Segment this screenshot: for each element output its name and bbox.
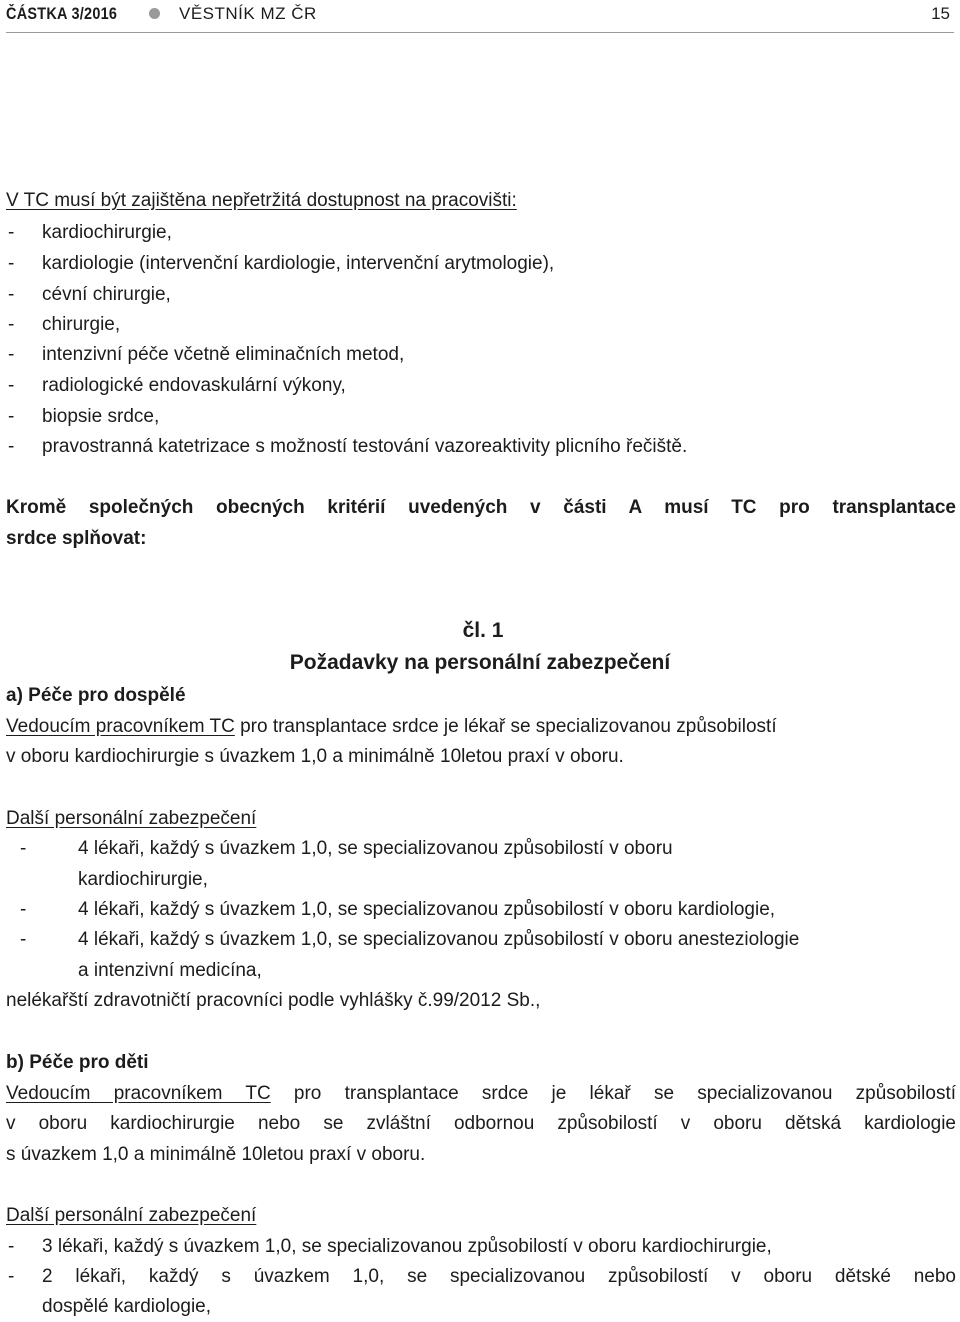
- list-item: 3 lékaři, každý s úvazkem 1,0, se specializovanou způsobilostí v oboru kardiochirurgie,: [42, 1236, 772, 1257]
- intro-heading: V TC musí být zajištěna nepřetržitá dostupnost na pracovišti:: [6, 190, 517, 211]
- list-dash: -: [8, 314, 15, 335]
- list-dash: -: [8, 284, 15, 305]
- list-item: radiologické endovaskulární výkony,: [42, 375, 346, 396]
- list-item-continuation: dospělé kardiologie,: [42, 1296, 212, 1317]
- section-b-head-line-2: v oboru kardiochirurgie nebo se zvláštní odbornou způsobilostí v oboru dětská kardiologie: [6, 1113, 956, 1134]
- list-dash: -: [8, 253, 15, 274]
- section-a-staff-heading: Další personální zabezpečení: [6, 808, 257, 829]
- section-b-head-line-3: s úvazkem 1,0 a minimálně 10letou praxí v oboru.: [6, 1144, 426, 1165]
- list-dash: -: [20, 929, 27, 950]
- list-item: 4 lékaři, každý s úvazkem 1,0, se specializovanou způsobilostí v oboru anesteziologie: [78, 929, 800, 950]
- section-a-head-line-2: v oboru kardiochirurgie s úvazkem 1,0 a minimálně 10letou praxí v oboru.: [6, 746, 624, 767]
- criteria-line-1: Kromě společných obecných kritérií uvedených v části A musí TC pro transplantace: [6, 497, 956, 518]
- list-dash: -: [8, 222, 15, 243]
- head-label: Vedoucím pracovníkem TC: [6, 716, 235, 737]
- list-dash: -: [20, 899, 27, 920]
- criteria-line-2: srdce splňovat:: [6, 528, 147, 549]
- section-b-heading: b) Péče pro děti: [6, 1052, 149, 1073]
- list-dash: -: [20, 838, 27, 859]
- head-text: pro transplantace srdce je lékař se specializovanou způsobilostí: [270, 1083, 956, 1104]
- head-label: Vedoucím pracovníkem TC: [6, 1083, 271, 1104]
- list-item-continuation: a intenzivní medicína,: [78, 960, 262, 981]
- bullet-dot-icon: [149, 8, 160, 19]
- list-dash: -: [8, 344, 15, 365]
- list-dash: -: [8, 406, 15, 427]
- list-item: 4 lékaři, každý s úvazkem 1,0, se specializovanou způsobilostí v oboru kardiologie,: [78, 899, 776, 920]
- section-b-head-line-1: [6, 1083, 956, 1105]
- list-item: kardiochirurgie,: [42, 222, 172, 243]
- list-item: 4 lékaři, každý s úvazkem 1,0, se specializovanou způsobilostí v oboru: [78, 838, 673, 859]
- page-number: 15: [931, 4, 950, 23]
- section-label: ČÁSTKA 3/2016: [6, 4, 118, 23]
- list-dash: -: [8, 1266, 15, 1287]
- section-b-staff-heading: Další personální zabezpečení: [6, 1205, 257, 1226]
- page-header: [6, 0, 954, 33]
- list-item: biopsie srdce,: [42, 406, 160, 427]
- list-item: cévní chirurgie,: [42, 284, 171, 305]
- section-a-head-line-1: [6, 716, 777, 738]
- list-dash: -: [8, 1236, 15, 1257]
- list-item-continuation: kardiochirurgie,: [78, 869, 208, 890]
- journal-title: VĚSTNÍK MZ ČR: [179, 4, 317, 23]
- list-item: pravostranná katetrizace s možností testování vazoreaktivity plicního řečiště.: [42, 436, 688, 457]
- section-a-heading: a) Péče pro dospělé: [6, 685, 186, 706]
- non-medical-staff: nelékařští zdravotničtí pracovníci podle vyhlášky č.99/2012 Sb.,: [6, 990, 541, 1011]
- list-item: 2 lékaři, každý s úvazkem 1,0, se specializovanou způsobilostí v oboru dětské nebo: [42, 1266, 956, 1287]
- list-dash: -: [8, 436, 15, 457]
- list-dash: -: [8, 375, 15, 396]
- article-title: Požadavky na personální zabezpečení: [289, 651, 671, 674]
- list-item: chirurgie,: [42, 314, 121, 335]
- head-text: pro transplantace srdce je lékař se specializovanou způsobilostí: [234, 716, 777, 737]
- list-item: kardiologie (intervenční kardiologie, intervenční arytmologie),: [42, 253, 555, 274]
- article-number: čl. 1: [462, 619, 504, 642]
- list-item: intenzivní péče včetně eliminačních metod,: [42, 344, 405, 365]
